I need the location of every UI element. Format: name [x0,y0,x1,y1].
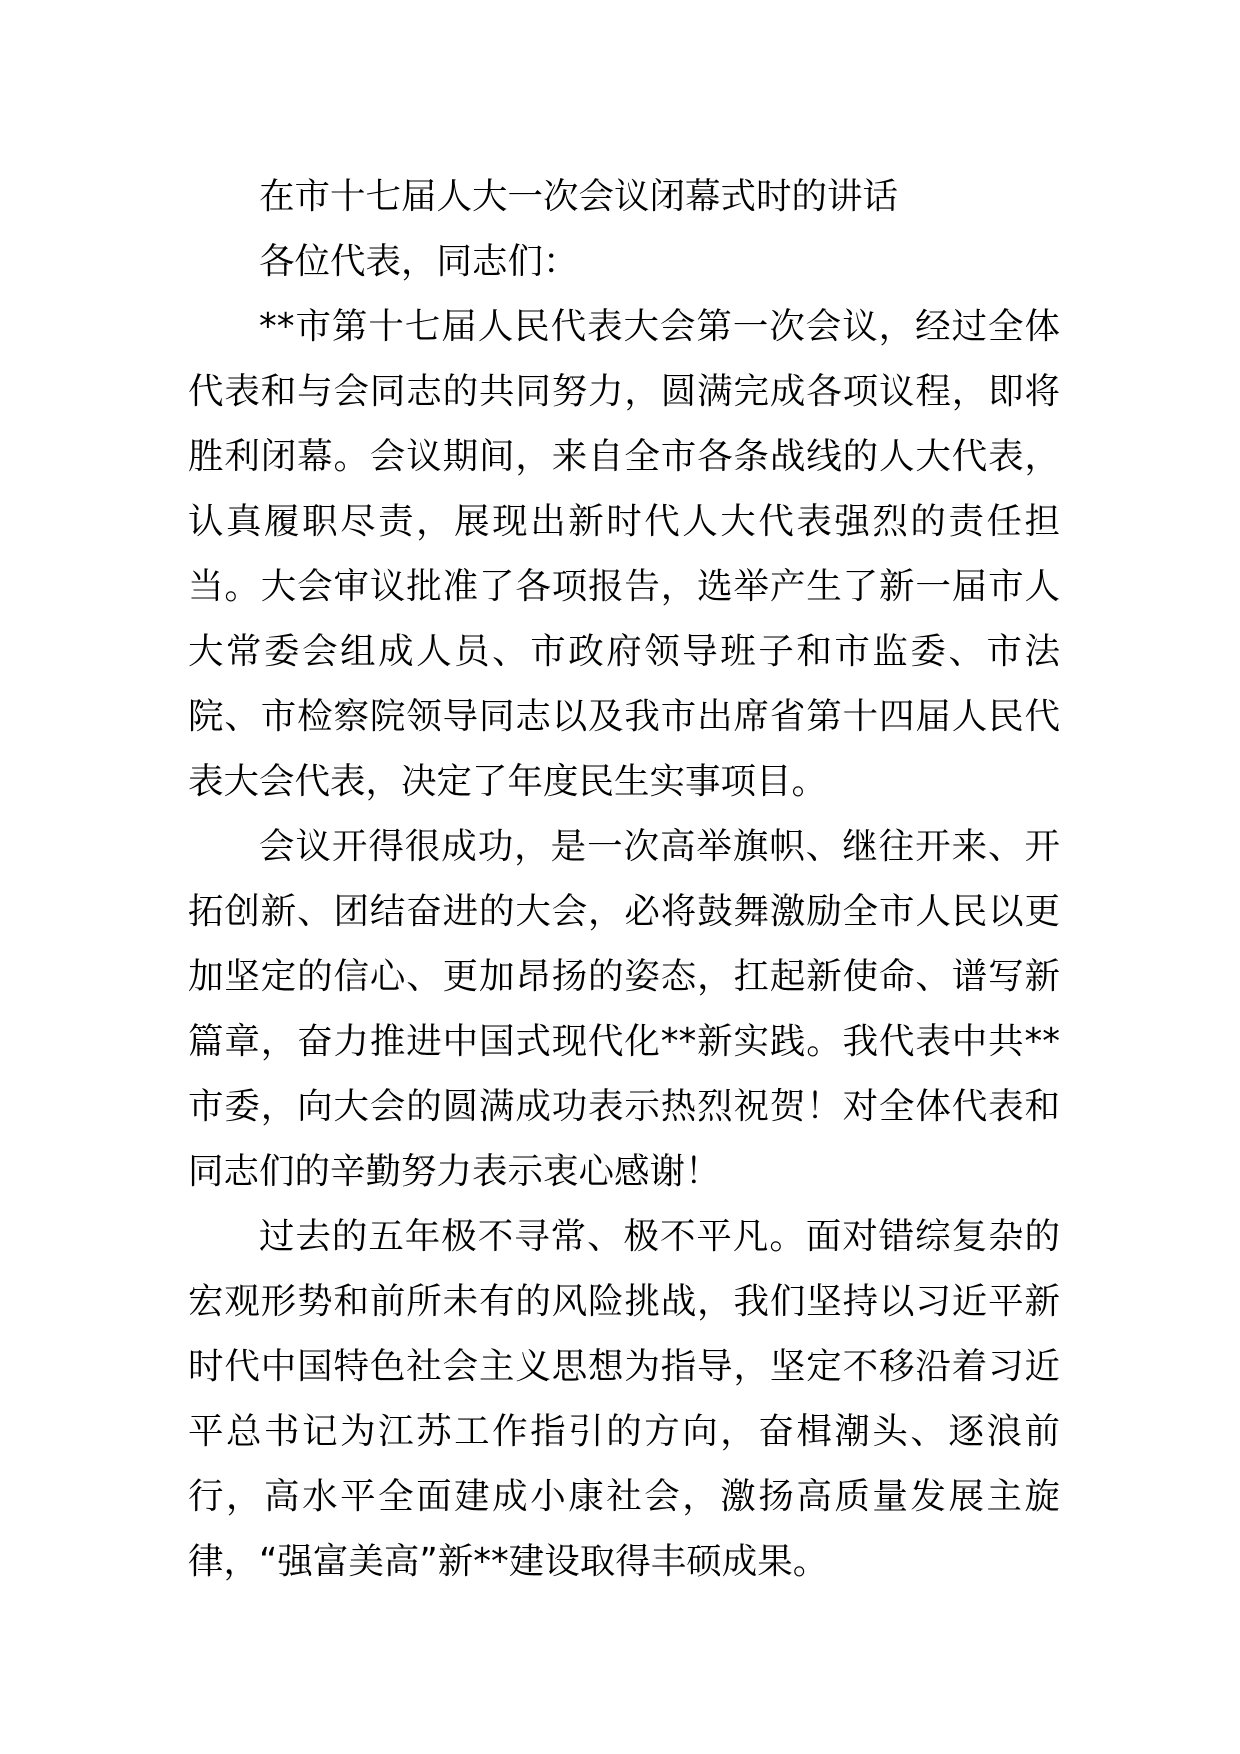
document-title: 在市十七届人大一次会议闭幕式时的讲话 [259,176,899,217]
document-body [188,164,1060,1594]
paragraph-2: 会议开得很成功，是一次高举旗帜、继往开来、开拓创新、团结奋进的大会，必将鼓舞激励全市人民以更加坚定的信心、更加昂扬的姿态，扛起新使命、谱写新篇章，奋力推进中国式现代化**新实践。我代表中共**市委，向大会的圆满成功表示热烈祝贺！对全体代表和同志们的辛勤努力表示衷心感谢！ [188,826,1060,1192]
paragraph-3: 过去的五年极不寻常、极不平凡。面对错综复杂的宏观形势和前所未有的风险挑战，我们坚持以习近平新时代中国特色社会主义思想为指导，坚定不移沿着习近平总书记为江苏工作指引的方向，奋楫潮头、逐浪前行，高水平全面建成小康社会，激扬高质量发展主旋律，“强富美高”新**建设取得丰硕成果。 [188,1216,1060,1582]
paragraph-1: **市第十七届人民代表大会第一次会议，经过全体代表和与会同志的共同努力，圆满完成各项议程，即将胜利闭幕。会议期间，来自全市各条战线的人大代表，认真履职尽责，展现出新时代人大代表强烈的责任担当。大会审议批准了各项报告，选举产生了新一届市人大常委会组成人员、市政府领导班子和市监委、市法院、市检察院领导同志以及我市出席省第十四届人民代表大会代表，决定了年度民生实事项目。 [188,306,1060,802]
salutation: 各位代表，同志们： [259,241,579,282]
